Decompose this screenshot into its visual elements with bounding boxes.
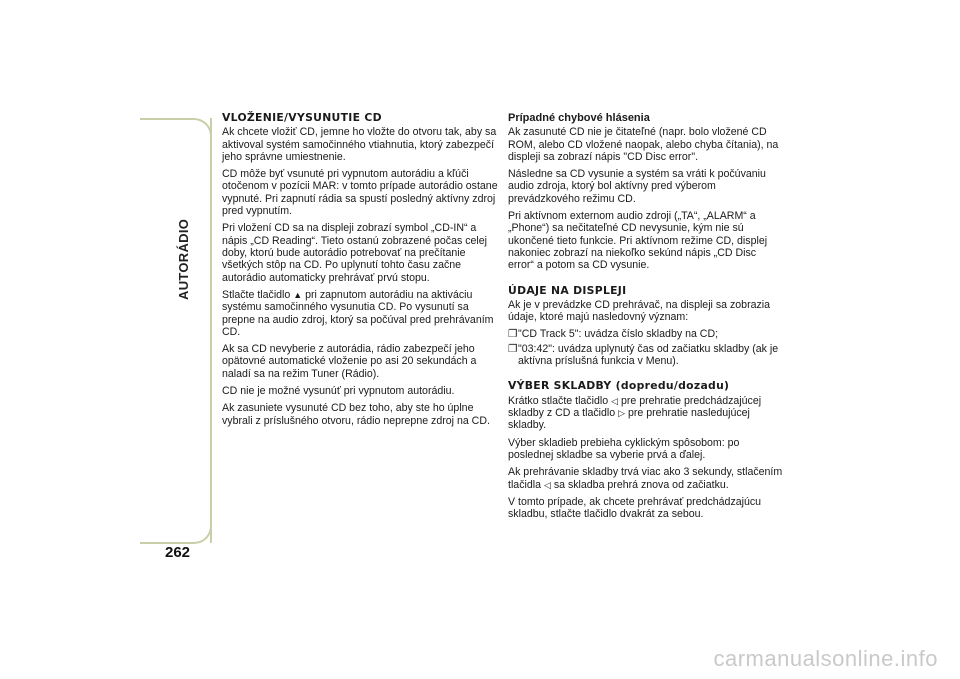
paragraph: Pri aktívnom externom audio zdroji („TA“, „ALARM“ a „Phone“) sa nečitateľné CD nevysunie, kým nie sú ukončené tieto funkcie. Pri aktívnom režime CD, displej nakoniec zobrazí na niekoľko sekúnd nápis „CD Disc error“ a potom sa CD vysunie. [508, 210, 768, 272]
paragraph: Následne sa CD vysunie a systém sa vráti k počúvaniu audio zdroja, ktorý bol aktívny pred výberom prevádzkového režimu CD. [508, 168, 766, 205]
heading-insert-eject: VLOŽENIE/VYSUNUTIE CD [222, 111, 382, 124]
heading-error-messages: Prípadné chybové hlásenia [508, 112, 650, 124]
paragraph-text: Stlačte tlačidlo [222, 288, 291, 301]
previous-icon: ◁ [543, 479, 551, 490]
paragraph: Ak je v prevádzke CD prehrávač, na displeji sa zobrazia údaje, ktoré majú nasledovný význam: [508, 298, 771, 324]
paragraph-text: pre prehratie predchádzajúcej skladby z CD a tlačidlo [508, 394, 762, 419]
left-column [222, 112, 498, 432]
page-number: 262 [165, 544, 191, 561]
eject-icon: ▲ [293, 289, 303, 300]
paragraph: CD nie je možné vysunúť pri vypnutom autorádiu. [222, 384, 455, 397]
list-item-text: "CD Track 5": uvádza číslo skladby na CD; [518, 328, 719, 341]
paragraph: Ak zasuniete vysunuté CD bez toho, aby ste ho úplne vybrali z príslušného otvoru, rádio neprepne zdroj na CD. [222, 402, 490, 427]
paragraph: CD môže byť vsunuté pri vypnutom autorádiu a kľúči otočenom v pozícii MAR: v tomto prípade autorádio ostane vypnuté. Pri zapnutí rádia sa spustí posledný aktívny zdroj pred vypnutím. [222, 168, 498, 218]
paragraph [508, 395, 784, 432]
list-item [508, 328, 784, 340]
sidebar-frame-bottom [140, 470, 212, 544]
paragraph: Výber skladieb prebieha cyklickým spôsobom: po poslednej skladbe sa vyberie prvá a ďalej. [508, 436, 740, 461]
next-icon: ▷ [618, 408, 626, 419]
paragraph-text: Ak prehrávanie skladby trvá viac ako 3 sekundy, stlačením tlačidla [508, 466, 783, 491]
paragraph-text: Krátko stlačte tlačidlo [508, 394, 609, 407]
display-list [508, 328, 784, 367]
previous-icon: ◁ [611, 395, 618, 406]
paragraph [508, 466, 784, 491]
paragraph [222, 289, 498, 338]
section-title: AUTORÁDIO [176, 218, 191, 300]
paragraph: Ak chcete vložiť CD, jemne ho vložte do otvoru tak, aby sa aktivoval systém samočinného vtiahnutia, ktorý zabezpečí jeho správne umiestnenie. [222, 126, 497, 163]
right-column [508, 112, 784, 525]
paragraph-text: sa skladba prehrá znova od začiatku. [553, 478, 729, 491]
sidebar-frame-top [140, 118, 212, 190]
bullet-icon: ❐ [508, 328, 518, 341]
paragraph: Ak sa CD nevyberie z autorádia, rádio zabezpečí jeho opätovné automatické vloženie po asi 20 sekundách a naladí sa na režim Tuner (Rádio). [222, 343, 477, 380]
bullet-icon: ❐ [508, 342, 518, 355]
watermark: carmanualsonline.info [713, 646, 938, 671]
list-item-text: "03:42": uvádza uplynutý čas od začiatku skladby (ak je aktívna príslušná funkcia v Menu). [518, 342, 779, 368]
paragraph: Ak zasunuté CD nie je čitateľné (napr. bolo vložené CD ROM, alebo CD vložené naopak, alebo chyba čítania), na displeji sa zobrazí nápis "CD Disc error". [508, 126, 779, 163]
list-item [508, 343, 784, 368]
heading-track-selection: VÝBER SKLADBY (dopredu/dozadu) [508, 379, 730, 393]
heading-display-data: ÚDAJE NA DISPLEJI [508, 283, 627, 297]
paragraph-text: pre prehratie nasledujúcej skladby. [508, 406, 750, 432]
paragraph: V tomto prípade, ak chcete prehrávať predchádzajúcu skladbu, stlačte tlačidlo dvakrát za sebou. [508, 495, 762, 521]
paragraph: Pri vložení CD sa na displeji zobrazí symbol „CD-IN“ a nápis „CD Reading“. Tieto ostanú zobrazené počas celej doby, ktorú bude autorádio potrebovať na prečítanie všetkých stôp na CD. Po uplynutí tohto času začne autorádio automaticky prehrávať prvú stopu. [222, 222, 487, 284]
paragraph-text: pri zapnutom autorádiu na aktiváciu systému samočinného vysunutia CD. Po vysunutí sa prepne na audio zdroj, ktorý sa počúval pred prehrávaním CD. [222, 288, 494, 338]
